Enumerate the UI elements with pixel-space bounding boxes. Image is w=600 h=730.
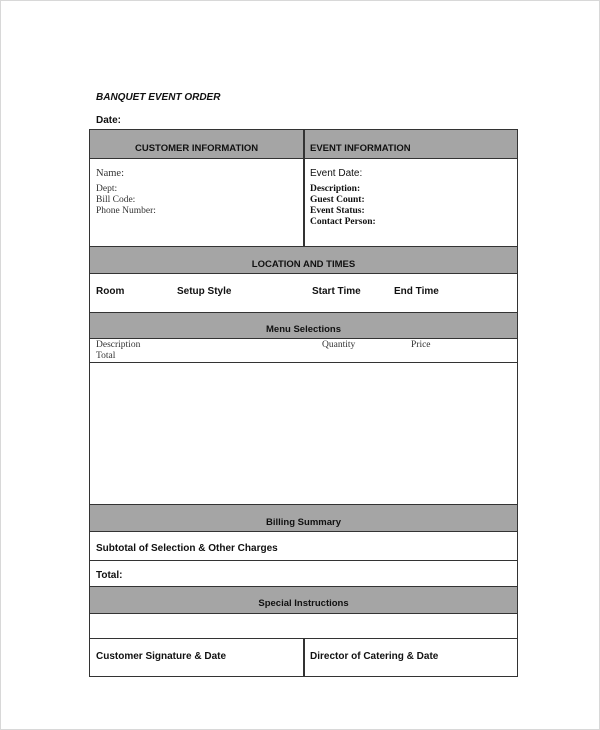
menu-quantity-label: Quantity [322,340,356,350]
phone-number-field: Phone Number: [96,206,156,216]
menu-header: Menu Selections [266,324,341,335]
special-instructions-header: Special Instructions [258,598,349,609]
subtotal-row [90,532,517,561]
menu-price-label: Price [411,340,431,350]
room-label: Room [96,286,125,297]
event-date-field: Event Date: [310,168,363,179]
dept-field: Dept: [96,184,118,194]
bill-code-field: Bill Code: [96,195,136,205]
special-header-row [90,587,517,614]
director-signature-label: Director of Catering & Date [310,651,439,662]
start-time-label: Start Time [312,286,361,297]
subtotal-label: Subtotal of Selection & Other Charges [96,543,278,554]
menu-items-area[interactable] [90,363,517,505]
location-header: LOCATION AND TIMES [251,259,356,270]
date-label: Date: [96,115,122,126]
guest-count-field: Guest Count: [310,195,365,205]
info-body-row [90,159,517,247]
description-field: Description: [310,184,361,194]
customer-info-header: CUSTOMER INFORMATION [135,143,259,154]
special-instructions-area[interactable] [90,614,517,639]
customer-signature-label: Customer Signature & Date [96,651,227,662]
total-row [90,561,517,587]
total-label: Total: [96,570,123,581]
setup-style-label: Setup Style [177,286,232,297]
location-header-row [90,247,517,274]
billing-header-row [90,505,517,532]
menu-description-label: Description [96,340,141,350]
contact-person-field: Contact Person: [310,217,376,227]
event-info-header: EVENT INFORMATION [310,143,411,154]
menu-total-label: Total [96,351,116,361]
name-field: Name: [96,168,124,179]
location-row [90,274,517,313]
billing-header: Billing Summary [266,517,341,528]
document-title: BANQUET EVENT ORDER [96,92,221,103]
menu-header-row [90,313,517,339]
event-status-field: Event Status: [310,206,365,216]
order-form-table [89,129,518,677]
signature-divider [303,639,305,677]
end-time-label: End Time [394,286,439,297]
menu-columns-row [90,339,517,363]
